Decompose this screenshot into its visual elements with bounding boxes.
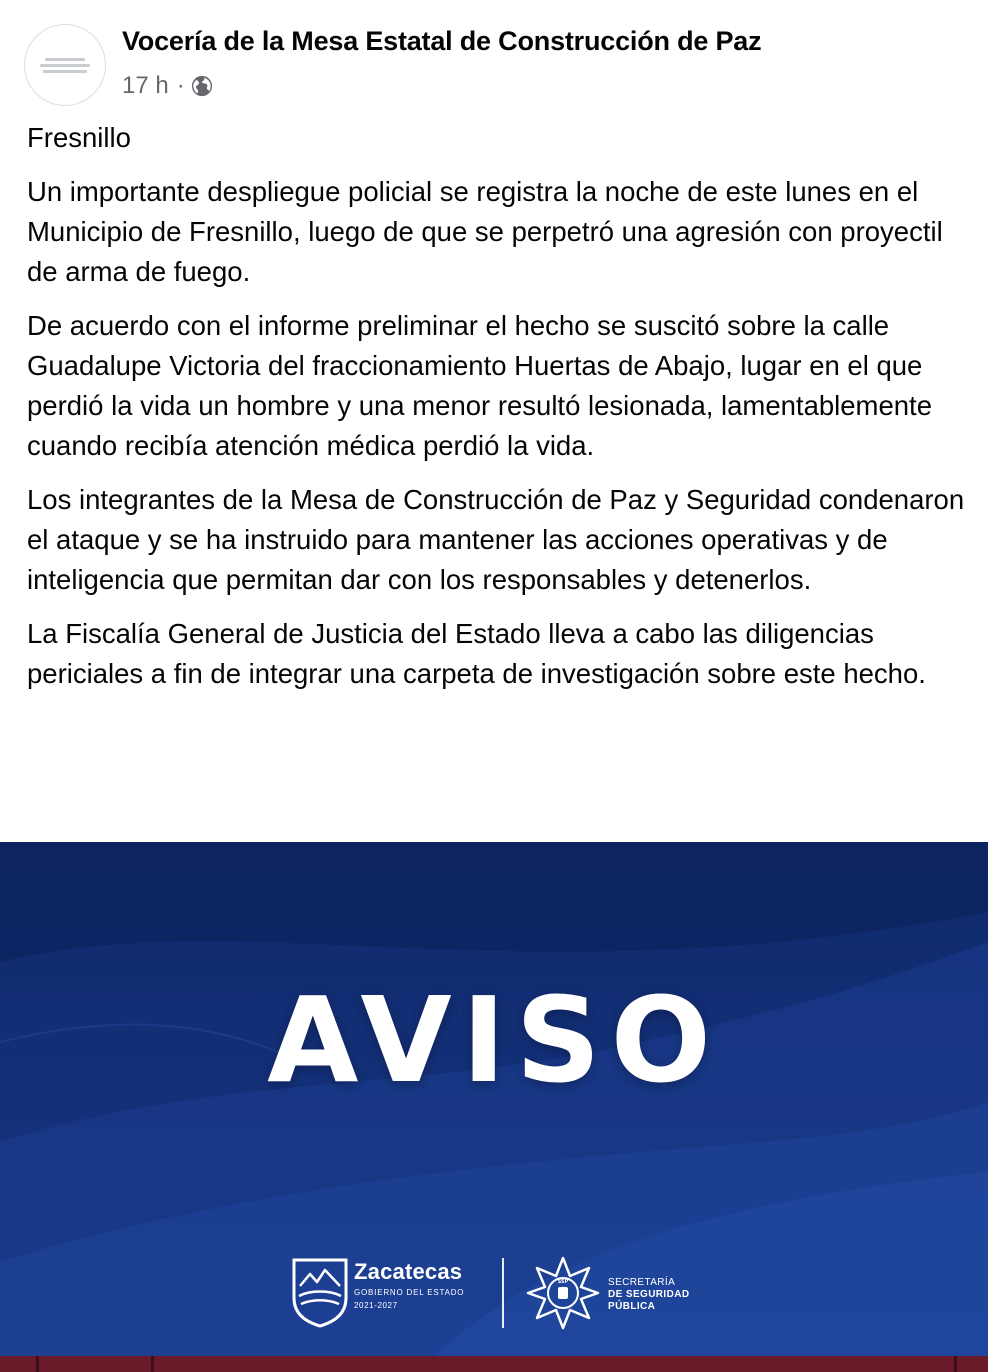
ssp-line-3: PÚBLICA bbox=[608, 1301, 656, 1312]
avatar-logo-line bbox=[45, 58, 85, 61]
zacatecas-shield-icon bbox=[290, 1256, 350, 1328]
zacatecas-name: Zacatecas bbox=[354, 1259, 463, 1284]
ssp-line-2: DE SEGURIDAD bbox=[608, 1289, 690, 1300]
post-text bbox=[27, 118, 967, 708]
zacatecas-years: 2021-2027 bbox=[354, 1301, 398, 1310]
post-meta bbox=[122, 70, 213, 102]
zacatecas-subtitle: GOBIERNO DEL ESTADO bbox=[354, 1288, 465, 1297]
post-timestamp[interactable]: 17 h bbox=[122, 72, 169, 99]
post-paragraph: La Fiscalía General de Justicia del Estado lleva a cabo las diligencias periciales a fin de integrar una carpeta de investigación sobre este hecho. bbox=[27, 618, 926, 689]
accent-bar-stripe bbox=[954, 1356, 957, 1372]
ssp-line-1: SECRETARÍA bbox=[608, 1277, 676, 1288]
globe-icon[interactable] bbox=[191, 75, 213, 97]
avatar-logo-line bbox=[40, 64, 90, 67]
post-paragraph: Fresnillo bbox=[27, 122, 131, 153]
avatar-logo-line bbox=[43, 70, 87, 73]
page-name-link[interactable]: Vocería de la Mesa Estatal de Construcción de Paz bbox=[122, 26, 762, 56]
ssp-badge-text: SSP bbox=[557, 1279, 569, 1285]
image-accent-bar bbox=[0, 1356, 988, 1372]
aviso-heading: AVISO bbox=[267, 971, 721, 1109]
accent-bar-stripe bbox=[36, 1356, 39, 1372]
post-paragraph: Los integrantes de la Mesa de Construcción de Paz y Seguridad condenaron el ataque y se ha instruido para mantener las acciones operativas y de inteligencia que permitan dar con los responsables y detenerlos. bbox=[27, 484, 965, 595]
accent-bar-stripe bbox=[151, 1356, 154, 1372]
zacatecas-logo-text bbox=[354, 1260, 464, 1311]
ssp-logo-text bbox=[608, 1277, 689, 1313]
post-paragraph: De acuerdo con el informe preliminar el hecho se suscitó sobre la calle Guadalupe Victoria del fraccionamiento Huertas de Abajo, lugar en el que perdió la vida un hombre y una menor resultó lesionada, lamentablemente cuando recibía atención médica perdió la vida. bbox=[27, 310, 932, 461]
meta-separator: · bbox=[176, 72, 185, 99]
logo-divider bbox=[502, 1258, 504, 1328]
post-paragraph: Un importante despliegue policial se registra la noche de este lunes en el Municipio de Fresnillo, luego de que se perpetró una agresión con proyectil de arma de fuego. bbox=[27, 176, 943, 287]
page-avatar[interactable] bbox=[24, 24, 106, 106]
police-star-badge-icon bbox=[526, 1256, 600, 1330]
post-header bbox=[0, 0, 988, 120]
